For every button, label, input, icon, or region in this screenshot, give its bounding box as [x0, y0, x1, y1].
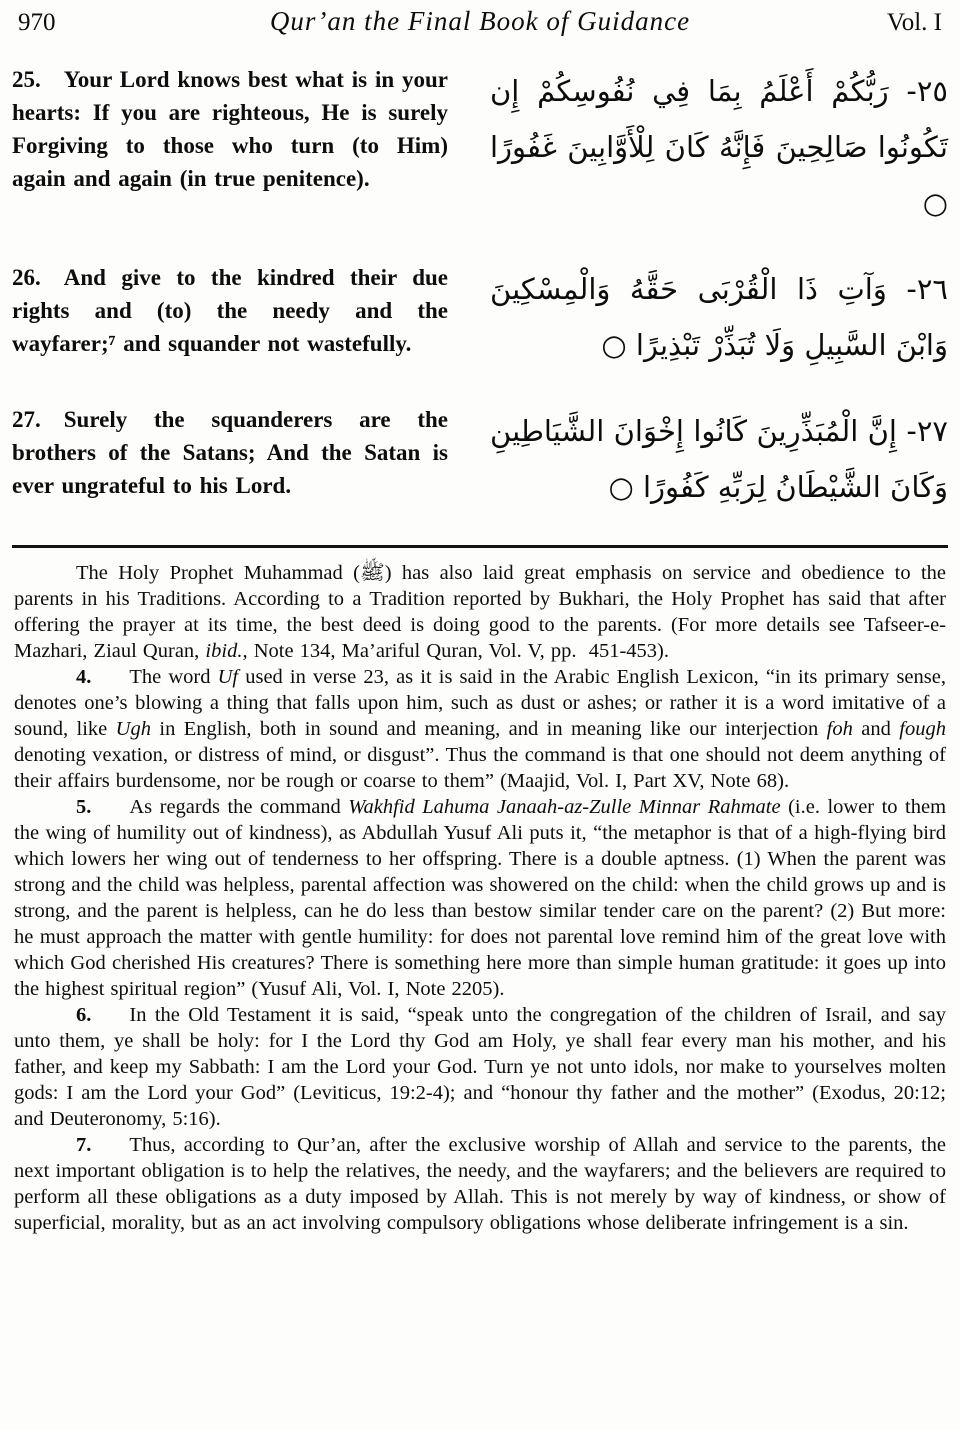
- footnote-text-segment: The Holy Prophet Muhammad (: [76, 562, 360, 584]
- footnote-paragraph: [14, 794, 946, 1002]
- footnote-number: 4.: [76, 666, 92, 688]
- footnote-text-segment: foh: [826, 718, 853, 740]
- footnote-text-segment: Wakhfid Lahuma Janaah-az-Zulle Minnar Rahmate: [348, 796, 781, 818]
- verse-english-text: 26. And give to the kindred their due rights and (to) the needy and the wayfarer;⁷ and squander not wastefully.: [12, 265, 448, 356]
- footnote-text-segment: in English, both in sound and meaning, and in meaning like our interjection: [150, 718, 827, 740]
- section-divider: [12, 545, 948, 548]
- verse-english-text: 25. Your Lord knows best what is in your hearts: If you are righteous, He is surely Forgiving to those who turn (to Him) again and again (in true penitence).: [12, 67, 448, 191]
- footnote-text-segment: ) has also laid great emphasis on service and obedience to the parents in his Traditions. According to a Tradition reported by Bukhari, the Holy Prophet has said that after offering the prayer at its time, the best deed is doing good to the parents. (For more details see Tafseer-e-Mazhari, Ziaul Quran,: [14, 562, 946, 662]
- verse-row: [12, 261, 948, 373]
- pbuh-symbol: ﷺ: [359, 562, 385, 584]
- footnote-text-segment: Uf: [217, 666, 239, 688]
- footnote-text-segment: Ugh: [115, 718, 151, 740]
- volume-label: Vol. I: [886, 9, 942, 36]
- verse-arabic-text: ٢٦- وَآتِ ذَا الْقُرْبَى حَقَّهُ وَالْمِسْكِينَ وَابْنَ السَّبِيلِ وَلَا تُبَذِّرْ تَبْذِيرًا ○: [490, 272, 948, 362]
- verse-row: [12, 403, 948, 515]
- verse-english-text: 27. Surely the squanderers are the brothers of the Satans; And the Satan is ever ungrateful to his Lord.: [12, 407, 448, 498]
- footnote-text-segment: Note 134, Ma’ariful Quran, Vol. V, pp. 451-453).: [247, 640, 670, 662]
- verse-arabic-text: ٢٥- رَبُّكُمْ أَعْلَمُ بِمَا فِي نُفُوسِكُمْ إِن تَكُونُوا صَالِحِينَ فَإِنَّهُ كَانَ لِلْأَوَّابِينَ غَفُورًا ○: [490, 74, 948, 220]
- footnote-paragraph: [14, 664, 946, 794]
- page-header: [12, 6, 948, 37]
- footnote-paragraph: [14, 1132, 946, 1236]
- footnote-text-segment: In the Old Testament it is said, “speak unto the congregation of the children of Israil, and say unto them, ye shall be holy: for I the Lord thy God am Holy, ye shall fear every man his mother, and his father, and keep my Sabbath: I am the Lord your God. Turn ye not unto idols, nor make to yourselves molten gods: I am the Lord your God” (Leviticus, 19:2-4); and “honour thy father and the mother” (Exodus, 20:12; and Deuteronomy, 5:16).: [14, 1004, 946, 1130]
- footnote-text-segment: and: [852, 718, 900, 740]
- page-number: 970: [18, 9, 56, 36]
- verse-arabic-text: ٢٧- إِنَّ الْمُبَذِّرِينَ كَانُوا إِخْوَانَ الشَّيَاطِينِ وَكَانَ الشَّيْطَانُ لِرَبِّهِ كَفُورًا ○: [490, 414, 948, 504]
- footnote-text-segment: (i.e. lower to them the wing of humility out of kindness), as Abdullah Yusuf Ali puts it, “the metaphor is that of a high-flying bird which lowers her wing out of tenderness to her offspring. There is a double aptness. (1) When the parent was strong and the child was helpless, parental affection was showered on the child: when the child grows up and is strong, and the parent is helpless, can he do less than bestow similar tender care on the parent? (2) But more: he must approach the matter with gentle humility: for does not parental love remind him of the great love with which God cherished His creatures? There is something here more than simple human gratitude: it goes up into the highest spiritual region” (Yusuf Ali, Vol. I, Note 2205).: [14, 796, 947, 1000]
- footnotes-section: [12, 560, 948, 1236]
- book-title: Qur’an the Final Book of Guidance: [269, 6, 691, 36]
- footnote-text-segment: used in verse 23, as it is said in the Arabic English Lexicon, “in its primary sense, denotes one’s blowing a thing that falls upon him, such as dust or ashes; or rather it is a word imitative of a sound, like: [14, 666, 946, 740]
- footnote-text-segment: The word: [129, 666, 218, 688]
- verses-section: [12, 63, 948, 515]
- footnote-text-segment: fough: [899, 718, 946, 740]
- footnote-number: 7.: [76, 1134, 92, 1156]
- footnote-text-segment: denoting vexation, or distress of mind, or disgust”. Thus the command is that one should not deem anything of their affairs burdensome, nor be rough or coarse to them” (Maajid, Vol. I, Part XV, Note 68).: [14, 744, 946, 792]
- footnote-number: 5.: [76, 796, 92, 818]
- footnote-text-segment: Thus, according to Qur’an, after the exclusive worship of Allah and service to the parents, the next important obligation is to help the relatives, the needy, and the wayfarers; and the believers are required to perform all these obligations as a duty imposed by Allah. This is not merely by way of kindness, or show of superficial, morality, but as an act involving compulsory obligations whose deliberate infringement is a sin.: [14, 1134, 946, 1234]
- footnote-text-segment: ibid.,: [205, 640, 248, 662]
- footnote-paragraph: [14, 560, 946, 664]
- footnote-text-segment: As regards the command: [129, 796, 349, 818]
- footnote-number: 6.: [76, 1004, 92, 1026]
- footnote-paragraph: [14, 1002, 946, 1132]
- verse-row: [12, 63, 948, 231]
